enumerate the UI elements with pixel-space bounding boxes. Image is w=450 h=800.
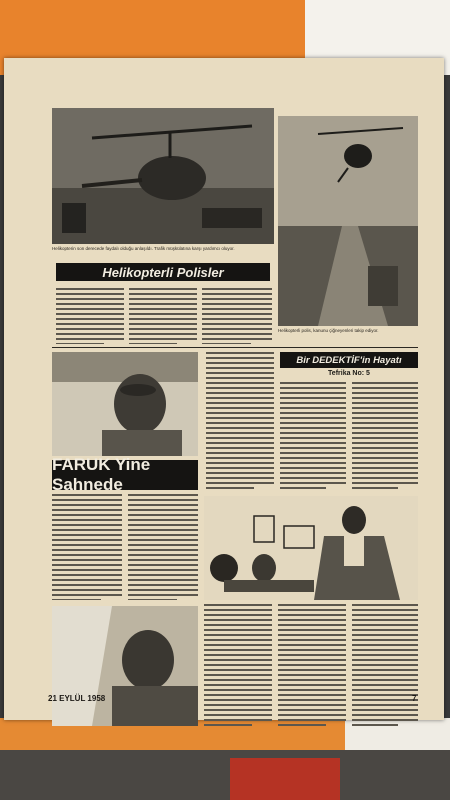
article-helicopter-column-3: [202, 288, 272, 344]
faruk-bottom-illustration: [52, 606, 198, 726]
caption-top-left: Helikopterin son derecede faydalı olduğu anlaşıldı. Trafik müşkülatına karşı yardımcı oluyor.: [52, 246, 235, 251]
footer-date: 21 EYLÜL 1958: [48, 694, 106, 703]
road-helicopter-illustration: [278, 116, 418, 326]
article-helicopter-column-1: [56, 288, 124, 344]
headline-detective: [280, 352, 418, 368]
headline-helicopter-police: [56, 263, 270, 281]
article-bottom-column-2: [278, 604, 346, 726]
article-bottom-column-1: [204, 604, 272, 726]
headline-detective-text: Bir DEDEKTİF'in Hayatı: [296, 354, 402, 366]
article-bottom-column-3: [352, 604, 418, 726]
headline-helicopter-text: Helikopterli Polisler: [102, 264, 224, 280]
headline-faruk: [52, 455, 198, 494]
helicopter-photo-main: [52, 108, 274, 244]
magazine-page: [4, 58, 444, 720]
footer-page-number: 7: [412, 694, 417, 703]
detective-illustration: [204, 496, 418, 600]
helicopter-illustration: [52, 108, 274, 244]
background-floor: [0, 750, 450, 800]
section-divider: [52, 347, 418, 348]
article-detective-column-2: [280, 382, 346, 494]
article-detective-column-1: [206, 352, 274, 494]
article-faruk-column-1: [52, 494, 122, 600]
faruk-portrait-illustration: [52, 352, 198, 456]
faruk-photo-bottom: [52, 606, 198, 726]
helicopter-photo-road: [278, 116, 418, 326]
detective-drawing: [204, 496, 418, 600]
headline-faruk-text: FARUK Yine Sahnede: [52, 455, 151, 494]
article-helicopter-column-2: [129, 288, 197, 344]
article-detective-column-3: [352, 382, 418, 494]
portrait-photo-faruk: [52, 352, 198, 456]
article-faruk-column-2: [128, 494, 198, 600]
background-red-object: [230, 758, 340, 800]
serial-label: Tefrika No: 5: [328, 370, 370, 377]
caption-top-right: Helikopterli polis, kanunu çiğneyenleri takip ediyor.: [278, 328, 379, 333]
